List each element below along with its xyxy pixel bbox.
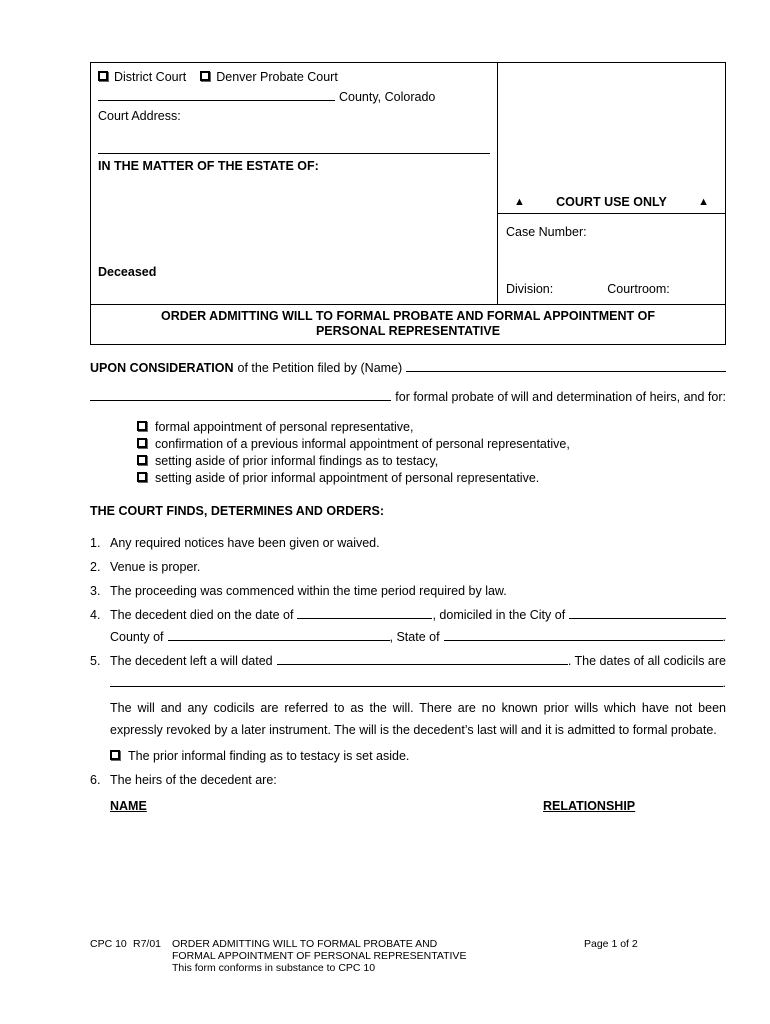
petition-filed-by-text: of the Petition filed by (Name) bbox=[237, 361, 403, 375]
petitioner-name-blank[interactable] bbox=[406, 368, 726, 372]
county-row bbox=[98, 89, 490, 105]
upon-consideration-text: UPON CONSIDERATION bbox=[90, 361, 234, 375]
finding-item-4 bbox=[90, 607, 726, 645]
deceased-label: Deceased bbox=[98, 265, 157, 279]
finding-text: County of bbox=[110, 630, 164, 644]
domicile-county-blank[interactable] bbox=[168, 637, 390, 641]
finding-item-6 bbox=[90, 772, 726, 814]
formal-appointment-checkbox-icon[interactable] bbox=[137, 421, 147, 431]
finding-item-3 bbox=[90, 583, 726, 599]
finding-text: Any required notices have been given or waived. bbox=[110, 536, 380, 550]
caption-left-cell bbox=[91, 63, 498, 304]
will-date-blank[interactable] bbox=[277, 661, 568, 665]
estate-name-area[interactable] bbox=[98, 174, 490, 264]
form-revision: R7/01 bbox=[133, 938, 162, 950]
caption-top bbox=[91, 63, 725, 304]
finding-text: The proceeding was commenced within the time period required by law. bbox=[110, 584, 507, 598]
form-code: CPC 10 bbox=[90, 938, 127, 950]
date-of-death-blank[interactable] bbox=[297, 615, 432, 619]
finding-number: 2. bbox=[90, 560, 101, 574]
finding-text: . The dates of all codicils are bbox=[567, 654, 726, 668]
testacy-setaside-row bbox=[110, 748, 726, 764]
finding-number: 4. bbox=[90, 608, 101, 622]
denver-probate-label: Denver Probate Court bbox=[216, 70, 338, 84]
triangle-marker-right-icon: ▲ bbox=[698, 196, 709, 208]
codicil-dates-blank[interactable] bbox=[110, 683, 723, 687]
case-number-label: Case Number: bbox=[506, 225, 587, 239]
finding-number: 6. bbox=[90, 773, 101, 787]
denver-probate-checkbox-icon[interactable] bbox=[200, 71, 210, 81]
division-label: Division: bbox=[506, 282, 554, 296]
caption-box bbox=[90, 62, 726, 345]
finding-text: . bbox=[722, 630, 726, 644]
county-name-blank[interactable] bbox=[98, 97, 335, 101]
petition-options-list bbox=[137, 419, 726, 486]
petition-option-label: confirmation of a previous informal appointment of personal representative, bbox=[155, 437, 570, 451]
petition-option-row bbox=[137, 436, 726, 452]
finding-text: , State of bbox=[389, 630, 440, 644]
testacy-setaside-label: The prior informal finding as to testacy is set aside. bbox=[128, 749, 410, 763]
footer-title-line2: FORMAL APPOINTMENT OF PERSONAL REPRESENTATIVE bbox=[172, 950, 467, 962]
petition-option-row bbox=[137, 470, 726, 486]
finding-5-line-1 bbox=[110, 653, 726, 669]
findings-heading: THE COURT FINDS, DETERMINES AND ORDERS: bbox=[90, 504, 384, 518]
intro-continuation-text: for formal probate of will and determination of heirs, and for: bbox=[395, 390, 726, 404]
court-selection-row bbox=[98, 69, 490, 85]
footer-title-line1: ORDER ADMITTING WILL TO FORMAL PROBATE AND bbox=[172, 938, 438, 950]
heirs-relationship-header: RELATIONSHIP bbox=[543, 799, 636, 813]
finding-text: . bbox=[722, 676, 726, 690]
courtroom-label: Courtroom: bbox=[607, 282, 670, 296]
finding-text: The decedent left a will dated bbox=[110, 654, 273, 668]
setting-aside-findings-checkbox-icon[interactable] bbox=[137, 455, 147, 465]
caption-right-cell bbox=[498, 63, 725, 304]
intro-line-2 bbox=[90, 389, 726, 405]
finding-4-line-1 bbox=[110, 607, 726, 623]
will-paragraph: The will and any codicils are referred to as the will. There are no known prior wills which have not been expressly revoked by a later instrument. The will is the decedent’s last will and it is admitted to formal probate. bbox=[110, 701, 726, 737]
finding-text: The decedent died on the date of bbox=[110, 608, 294, 622]
petitioner-name-blank-continued[interactable] bbox=[90, 397, 391, 401]
footer-title-block bbox=[172, 938, 466, 974]
court-use-only-row bbox=[498, 63, 725, 214]
testacy-setaside-checkbox-icon[interactable] bbox=[110, 750, 120, 760]
finding-item-1 bbox=[90, 535, 726, 551]
petition-option-label: setting aside of prior informal appointment of personal representative. bbox=[155, 471, 540, 485]
court-use-only-label: COURT USE ONLY bbox=[556, 195, 667, 209]
division-row bbox=[498, 281, 725, 304]
form-page bbox=[90, 62, 726, 814]
finding-number: 3. bbox=[90, 584, 101, 598]
petition-option-label: formal appointment of personal representative, bbox=[155, 420, 414, 434]
estate-of-label: IN THE MATTER OF THE ESTATE OF: bbox=[98, 159, 319, 173]
court-address-label: Court Address: bbox=[98, 109, 181, 123]
page-number: Page 1 of 2 bbox=[584, 938, 638, 950]
finding-number: 5. bbox=[90, 654, 101, 668]
district-court-label: District Court bbox=[114, 70, 187, 84]
petition-option-label: setting aside of prior informal findings as to testacy, bbox=[155, 454, 439, 468]
county-colorado-label: County, Colorado bbox=[339, 90, 436, 104]
footer-conforms-note: This form conforms in substance to CPC 10 bbox=[172, 962, 376, 974]
heirs-name-header: NAME bbox=[110, 799, 147, 813]
finding-text: The heirs of the decedent are: bbox=[110, 773, 277, 787]
finding-5-line-2 bbox=[110, 675, 726, 691]
triangle-marker-left-icon: ▲ bbox=[514, 196, 525, 208]
finding-text: Venue is proper. bbox=[110, 560, 201, 574]
domicile-state-blank[interactable] bbox=[444, 637, 723, 641]
finding-item-2 bbox=[90, 559, 726, 575]
setting-aside-appointment-checkbox-icon[interactable] bbox=[137, 472, 147, 482]
page-footer bbox=[90, 938, 726, 974]
form-title: ORDER ADMITTING WILL TO FORMAL PROBATE AND FORMAL APPOINTMENT OF PERSONAL REPRESENTATIVE bbox=[91, 304, 725, 344]
intro-line-1 bbox=[90, 360, 726, 376]
district-court-checkbox-icon[interactable] bbox=[98, 71, 108, 81]
confirmation-appointment-checkbox-icon[interactable] bbox=[137, 438, 147, 448]
finding-item-5 bbox=[90, 653, 726, 764]
heirs-header-row bbox=[110, 798, 726, 814]
finding-4-line-2 bbox=[110, 629, 726, 645]
finding-text: , domiciled in the City of bbox=[432, 608, 566, 622]
petition-option-row bbox=[137, 453, 726, 469]
domicile-city-blank[interactable] bbox=[569, 615, 726, 619]
finding-number: 1. bbox=[90, 536, 101, 550]
petition-option-row bbox=[137, 419, 726, 435]
caption-divider-line bbox=[98, 153, 490, 154]
